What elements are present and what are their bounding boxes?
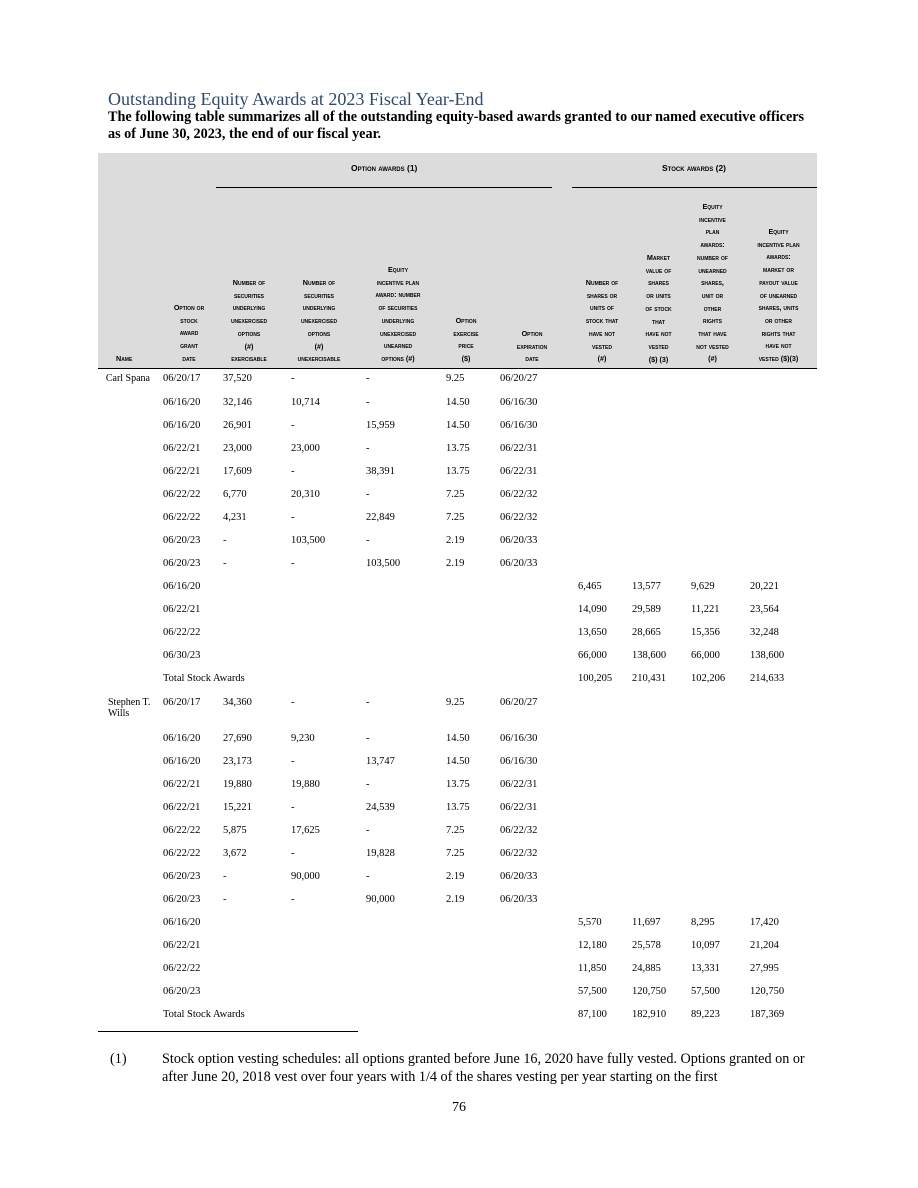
table-cell: 06/16/30 (500, 420, 538, 431)
column-header-line: grant (180, 341, 198, 351)
table-cell: 13,331 (691, 963, 720, 974)
table-cell: - (291, 802, 295, 813)
column-header-line: awards: (700, 240, 725, 250)
column-header-line: underlying (232, 303, 266, 313)
page-number: 76 (452, 1100, 466, 1115)
table-cell: 2.19 (446, 894, 465, 905)
table-cell: 11,850 (578, 963, 607, 974)
table-cell: 06/20/27 (500, 697, 538, 708)
column-header-line: unexercised (300, 316, 338, 326)
table-cell: 14.50 (446, 756, 470, 767)
table-cell: 37,520 (223, 373, 252, 384)
column-header-line: Option (455, 316, 477, 325)
executive-name: Carl Spana (105, 373, 150, 384)
table-cell: - (366, 733, 370, 744)
column-header-line: Option (521, 329, 543, 338)
column-header-line: securities (233, 290, 264, 300)
table-cell: - (366, 535, 370, 546)
table-cell: 27,690 (223, 733, 252, 744)
column-header-line: award (179, 328, 199, 338)
table-cell: 19,880 (291, 779, 320, 790)
table-cell: 15,221 (223, 802, 252, 813)
table-cell: - (291, 697, 295, 708)
table-cell: 34,360 (223, 697, 252, 708)
column-header-line: date (182, 353, 196, 363)
table-cell: - (223, 871, 227, 882)
table-cell: 06/20/23 (163, 558, 201, 569)
column-header-line: Market (646, 253, 671, 262)
column-header-8 (572, 277, 632, 366)
column-header-line: payout value (759, 277, 798, 287)
footnote-text: Stock option vesting schedules: all options granted before June 16, 2020 have fully vested. Options granted on or after June 20, 2018 vest over four years with 1/4 of the shares vesting per year starting on the first (162, 1051, 805, 1085)
column-header-line: stock (180, 315, 198, 325)
table-cell: 22,849 (366, 512, 395, 523)
table-cell: 06/16/20 (163, 397, 201, 408)
table-cell: - (291, 373, 295, 384)
table-cell: 06/22/21 (163, 779, 201, 790)
table-cell: - (366, 697, 370, 708)
table-cell: 06/20/17 (163, 373, 201, 384)
column-header-line: or units (646, 291, 671, 301)
table-cell: 19,828 (366, 848, 395, 859)
table-cell: 06/22/22 (163, 489, 201, 500)
column-header-line: Equity (702, 202, 723, 211)
table-cell: 10,714 (291, 397, 320, 408)
table-cell: 06/22/21 (163, 940, 201, 951)
table-cell: - (291, 756, 295, 767)
column-header-line: market or (763, 265, 794, 275)
table-cell: 23,564 (750, 604, 779, 615)
column-header-line: Number of (585, 278, 619, 287)
table-cell: 06/22/22 (163, 848, 201, 859)
table-cell: - (223, 558, 227, 569)
column-header-line: options (237, 328, 261, 338)
column-header-line: Number of (302, 278, 336, 287)
table-cell: 06/22/21 (163, 604, 201, 615)
column-header-line: shares, units (758, 303, 799, 313)
table-cell: 87,100 (578, 1009, 607, 1020)
table-cell: 06/20/23 (163, 894, 201, 905)
table-cell: 28,665 (632, 627, 661, 638)
table-cell: 2.19 (446, 871, 465, 882)
table-cell: 19,880 (223, 779, 252, 790)
column-header-line: of unearned (759, 290, 798, 300)
table-cell: 138,600 (750, 650, 785, 661)
column-header-line: (#) (314, 341, 324, 351)
table-cell: 5,875 (223, 825, 247, 836)
table-cell: 17,625 (291, 825, 320, 836)
table-cell: 4,231 (223, 512, 247, 523)
table-cell: - (366, 397, 370, 408)
column-header-10 (685, 201, 740, 366)
table-cell: 7.25 (446, 489, 465, 500)
column-header-9 (632, 252, 685, 366)
table-cell: 06/22/31 (500, 802, 538, 813)
table-cell: 89,223 (691, 1009, 720, 1020)
table-cell: 06/30/23 (163, 650, 201, 661)
table-cell: 57,500 (691, 986, 720, 997)
table-cell: 06/20/23 (163, 986, 201, 997)
table-cell: 06/20/33 (500, 894, 538, 905)
table-cell: 66,000 (691, 650, 720, 661)
column-header-line: unearned (383, 341, 413, 351)
column-header-line: shares (648, 278, 669, 288)
table-cell: 100,205 (578, 673, 613, 684)
column-header-line: (#) (597, 354, 607, 364)
column-header-line: incentive (699, 214, 726, 224)
table-cell: 2.19 (446, 535, 465, 546)
column-header-line: shares or (586, 290, 618, 300)
table-cell: - (366, 871, 370, 882)
table-cell: 23,000 (223, 443, 252, 454)
table-cell: 21,204 (750, 940, 779, 951)
table-cell: 24,539 (366, 802, 395, 813)
table-cell: 23,000 (291, 443, 320, 454)
column-header-line: have not (765, 341, 792, 351)
column-header-line: unexercisable (297, 354, 341, 364)
table-cell: 06/22/31 (500, 466, 538, 477)
table-cell: 27,995 (750, 963, 779, 974)
table-cell: 15,959 (366, 420, 395, 431)
table-cell: 06/16/20 (163, 756, 201, 767)
column-header-line: stock that (585, 316, 619, 326)
table-cell: 06/16/30 (500, 733, 538, 744)
table-cell: 3,672 (223, 848, 247, 859)
header-bottom-rule (98, 368, 817, 369)
column-header-line: awards: (766, 252, 791, 262)
table-cell: 13.75 (446, 779, 470, 790)
table-cell: 9.25 (446, 373, 465, 384)
column-header-3 (216, 277, 282, 366)
footnote-number: (1) (110, 1051, 127, 1067)
column-header-line: of stock (645, 303, 672, 313)
executive-name: Stephen T. Wills (108, 697, 151, 719)
table-cell: 06/22/32 (500, 848, 538, 859)
table-cell: 12,180 (578, 940, 607, 951)
table-cell: 06/20/17 (163, 697, 201, 708)
table-cell: 90,000 (291, 871, 320, 882)
table-cell: 06/16/20 (163, 420, 201, 431)
section-title: Outstanding Equity Awards at 2023 Fiscal Year-End (108, 89, 484, 109)
table-cell: 06/22/21 (163, 466, 201, 477)
column-header-line: unexercised (379, 328, 417, 338)
table-cell: - (291, 512, 295, 523)
table-cell: 120,750 (632, 986, 667, 997)
column-header-line: underlying (381, 315, 415, 325)
table-cell: 29,589 (632, 604, 661, 615)
table-cell: - (223, 894, 227, 905)
column-header-line: value of (645, 265, 672, 275)
column-header-6 (440, 315, 492, 366)
table-cell: - (366, 825, 370, 836)
column-header-line: underlying (302, 303, 336, 313)
table-cell: 7.25 (446, 512, 465, 523)
table-cell: 7.25 (446, 825, 465, 836)
table-cell: 06/22/21 (163, 443, 201, 454)
table-cell: 11,221 (691, 604, 720, 615)
table-cell: 06/22/21 (163, 802, 201, 813)
table-cell: 14,090 (578, 604, 607, 615)
table-header (98, 153, 817, 369)
column-header-11 (740, 226, 817, 366)
column-header-line: ($) (3) (648, 354, 669, 364)
table-cell: 138,600 (632, 650, 667, 661)
table-cell: 38,391 (366, 466, 395, 477)
column-header-line: plan (705, 227, 720, 237)
table-cell: 13.75 (446, 443, 470, 454)
table-cell: - (366, 373, 370, 384)
table-cell: 20,310 (291, 489, 320, 500)
table-cell: 13.75 (446, 466, 470, 477)
table-cell: 90,000 (366, 894, 395, 905)
column-header-4 (282, 277, 356, 366)
column-header-line: exercise (453, 328, 479, 338)
table-bottom-rule (98, 1031, 358, 1032)
column-header-line: of securities (378, 303, 418, 313)
table-cell: - (291, 848, 295, 859)
column-header-line: vested (648, 341, 669, 351)
column-header-line: have not (645, 329, 672, 339)
stock-awards-heading: Stock awards (2) (662, 163, 727, 173)
table-cell: 13,747 (366, 756, 395, 767)
column-header-line: vested ($)(3) (758, 354, 799, 364)
table-cell: 06/16/20 (163, 917, 201, 928)
table-cell: 7.25 (446, 848, 465, 859)
table-cell: 13,577 (632, 581, 661, 592)
table-cell: 06/16/30 (500, 756, 538, 767)
column-header-line: incentive plan (757, 239, 800, 249)
table-cell: 13,650 (578, 627, 607, 638)
table-cell: 06/22/22 (163, 963, 201, 974)
column-header-line: Option or (173, 303, 205, 312)
table-cell: 2.19 (446, 558, 465, 569)
table-cell: 11,697 (632, 917, 661, 928)
column-header-line: vested (591, 341, 612, 351)
column-header-line: options (307, 328, 331, 338)
table-cell: 23,173 (223, 756, 252, 767)
table-cell: 66,000 (578, 650, 607, 661)
stock-awards-rule (572, 187, 817, 188)
column-header-line: unearned (698, 265, 727, 275)
table-cell: 9.25 (446, 697, 465, 708)
table-cell: 32,248 (750, 627, 779, 638)
column-header-7 (492, 328, 572, 366)
table-cell: 06/22/31 (500, 443, 538, 454)
table-cell: - (366, 779, 370, 790)
column-header-line: (#) (708, 354, 717, 364)
table-cell: - (366, 489, 370, 500)
table-cell: 103,500 (366, 558, 401, 569)
column-header-line: units of (590, 303, 614, 313)
table-cell: 06/22/32 (500, 489, 538, 500)
option-awards-rule (216, 187, 552, 188)
column-header-line: not vested (696, 341, 729, 351)
column-header-line: shares, (701, 278, 724, 288)
column-header-line: that (652, 316, 665, 326)
table-cell: 20,221 (750, 581, 779, 592)
table-cell: 14.50 (446, 733, 470, 744)
table-cell: - (291, 894, 295, 905)
column-header-line: rights that (761, 328, 796, 338)
table-cell: 06/16/20 (163, 733, 201, 744)
column-header-2 (162, 302, 216, 366)
column-header-line: or other (765, 315, 792, 325)
table-cell: - (291, 558, 295, 569)
column-header-line: Name (116, 354, 133, 363)
table-cell: 6,465 (578, 581, 602, 592)
column-header-5 (356, 264, 440, 366)
table-cell: - (366, 443, 370, 454)
table-cell: 214,633 (750, 673, 785, 684)
column-header-line: award: number (375, 290, 421, 300)
table-cell: 15,356 (691, 627, 720, 638)
table-cell: 5,570 (578, 917, 602, 928)
table-cell: 6,770 (223, 489, 247, 500)
table-cell: 06/16/30 (500, 397, 538, 408)
table-cell: 103,500 (291, 535, 326, 546)
column-header-line: (#) (244, 341, 254, 351)
column-header-line: unexercised (230, 316, 268, 326)
column-header-line: incentive plan (376, 277, 420, 287)
table-cell: 120,750 (750, 986, 785, 997)
table-cell: 26,901 (223, 420, 252, 431)
table-cell: 25,578 (632, 940, 661, 951)
column-header-line: number of (697, 252, 728, 262)
column-header-line: exercisable (231, 354, 267, 364)
table-cell: 06/20/33 (500, 871, 538, 882)
table-cell: 06/20/27 (500, 373, 538, 384)
table-cell: 06/22/22 (163, 825, 201, 836)
column-header-line: unit or (701, 290, 724, 300)
table-cell: 13.75 (446, 802, 470, 813)
column-header-line: price (458, 341, 474, 351)
table-cell: 14.50 (446, 420, 470, 431)
table-cell: - (223, 535, 227, 546)
table-cell: 24,885 (632, 963, 661, 974)
column-header-line: Equity (768, 227, 789, 236)
table-cell: 06/22/22 (163, 512, 201, 523)
table-cell: 9,629 (691, 581, 715, 592)
table-cell: 10,097 (691, 940, 720, 951)
table-cell: 187,369 (750, 1009, 785, 1020)
option-awards-heading: Option awards (1) (351, 163, 418, 173)
column-header-line: Equity (387, 265, 409, 274)
table-cell: 06/22/22 (163, 627, 201, 638)
table-cell: Total Stock Awards (163, 1009, 245, 1020)
table-cell: 06/22/31 (500, 779, 538, 790)
column-header-line: ($) (461, 354, 471, 364)
column-header-line: rights (703, 316, 722, 326)
table-cell: 14.50 (446, 397, 470, 408)
table-cell: Total Stock Awards (163, 673, 245, 684)
column-header-line: options (#) (381, 353, 415, 363)
table-cell: 06/22/32 (500, 825, 538, 836)
table-cell: 8,295 (691, 917, 715, 928)
table-cell: 06/20/33 (500, 558, 538, 569)
table-cell: - (291, 420, 295, 431)
table-cell: 210,431 (632, 673, 667, 684)
table-cell: 06/16/20 (163, 581, 201, 592)
table-cell: 06/20/33 (500, 535, 538, 546)
table-cell: 17,420 (750, 917, 779, 928)
table-cell: 06/22/32 (500, 512, 538, 523)
table-cell: 32,146 (223, 397, 252, 408)
column-header-line: that have (698, 329, 727, 339)
column-header-line: other (703, 303, 722, 313)
table-cell: 17,609 (223, 466, 252, 477)
column-header-line: Number of (232, 278, 266, 287)
intro-paragraph: The following table summarizes all of the outstanding equity-based awards granted to our named executive officers as of June 30, 2023, the end of our fiscal year. (108, 109, 805, 142)
table-cell: 9,230 (291, 733, 315, 744)
table-cell: 182,910 (632, 1009, 667, 1020)
column-header-line: date (525, 354, 539, 364)
table-cell: 102,206 (691, 673, 726, 684)
table-cell: 06/20/23 (163, 871, 201, 882)
column-header-line: securities (303, 290, 334, 300)
column-header-line: have not (588, 328, 616, 338)
column-header-line: expiration (516, 341, 548, 351)
table-cell: - (291, 466, 295, 477)
table-cell: 57,500 (578, 986, 607, 997)
table-cell: 06/20/23 (163, 535, 201, 546)
